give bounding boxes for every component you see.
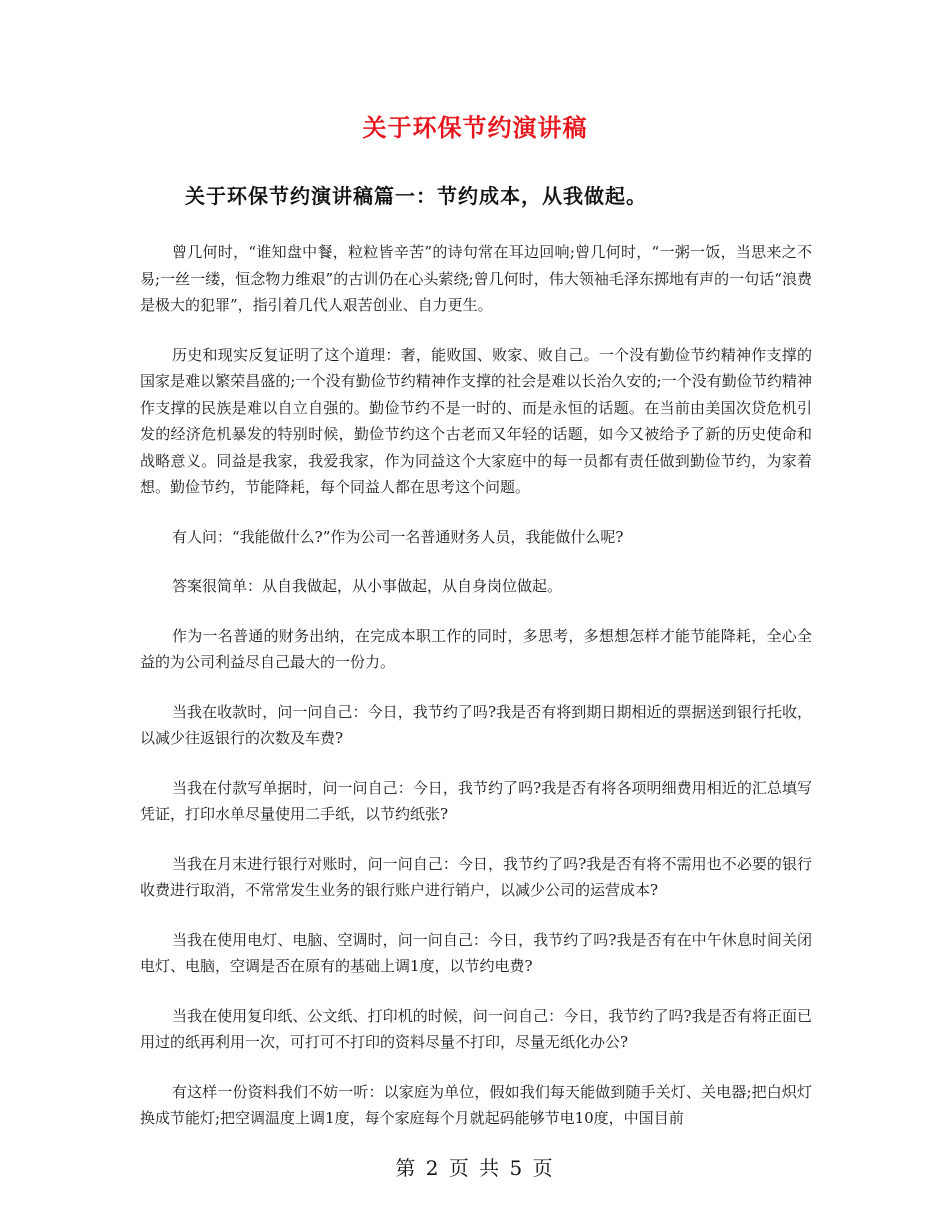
page-footer: 第 2 页 共 5 页 [395,1156,555,1180]
document-body [140,239,812,1155]
paragraph: 当我在付款写单据时，问一问自己：今日，我节约了吗?我是否有将各项明细费用相近的汇总填写凭证，打印水单尽量使用二手纸，以节约纸张? [140,778,812,823]
paragraph: 当我在使用复印纸、公文纸、打印机的时候，问一问自己：今日，我节约了吗?我是否有将正面已用过的纸再利用一次，可打可不打印的资料尽量不打印，尽量无纸化办公? [140,1006,812,1051]
paragraph: 历史和现实反复证明了这个道理：奢，能败国、败家、败自己。一个没有勤俭节约精神作支撑的国家是难以繁荣昌盛的;一个没有勤俭节约精神作支撑的社会是难以长治久安的;一个没有勤俭节约精神作支撑的民族是难以自立自强的。勤俭节约不是一时的、而是永恒的话题。在当前由美国次贷危机引发的经济危机暴发的特别时候，勤俭节约这个古老而又年轻的话题，如今又被给予了新的历史使命和战略意义。同益是我家，我爱我家，作为同益这个大家庭中的每一员都有责任做到勤俭节约，为家着想。勤俭节约，节能降耗，每个同益人都在思考这个问题。 [140,345,812,496]
paragraph: 曾几何时，“谁知盘中餐，粒粒皆辛苦”的诗句常在耳边回响;曾几何时，“一粥一饭，当思来之不易;一丝一缕，恒念物力维艰”的古训仍在心头萦绕;曾几何时，伟大领袖毛泽东掷地有声的一句话“浪费是极大的犯罪”，指引着几代人艰苦创业、自力更生。 [140,243,812,314]
paragraph: 当我在使用电灯、电脑、空调时，问一问自己：今日，我节约了吗?我是否有在中午休息时间关闭电灯、电脑，空调是否在原有的基础上调1度，以节约电费? [140,930,812,975]
paragraph: 作为一名普通的财务出纳，在完成本职工作的同时，多思考，多想想怎样才能节能降耗，全心全益的为公司利益尽自己最大的一份力。 [140,626,812,671]
paragraph: 有人问：“我能做什么?”作为公司一名普通财务人员，我能做什么呢? [172,527,624,546]
section-heading: 关于环保节约演讲稿篇一：节约成本，从我做起。 [185,184,647,208]
document-title: 关于环保节约演讲稿 [362,114,588,142]
paragraph: 当我在月末进行银行对账时，问一问自己：今日，我节约了吗?我是否有将不需用也不必要的银行收费进行取消，不常常发生业务的银行账户进行销户，以减少公司的运营成本? [140,854,812,899]
paragraph: 当我在收款时，问一问自己：今日，我节约了吗?我是否有将到期日期相近的票据送到银行托收，以减少往返银行的次数及车费? [140,702,812,747]
paragraph: 答案很简单：从自我做起，从小事做起，从自身岗位做起。 [172,577,563,595]
paragraph: 有这样一份资料我们不妨一听：以家庭为单位，假如我们每天能做到随手关灯、关电器;把白炽灯换成节能灯;把空调温度上调1度，每个家庭每个月就起码能够节电10度，中国目前 [140,1082,812,1127]
